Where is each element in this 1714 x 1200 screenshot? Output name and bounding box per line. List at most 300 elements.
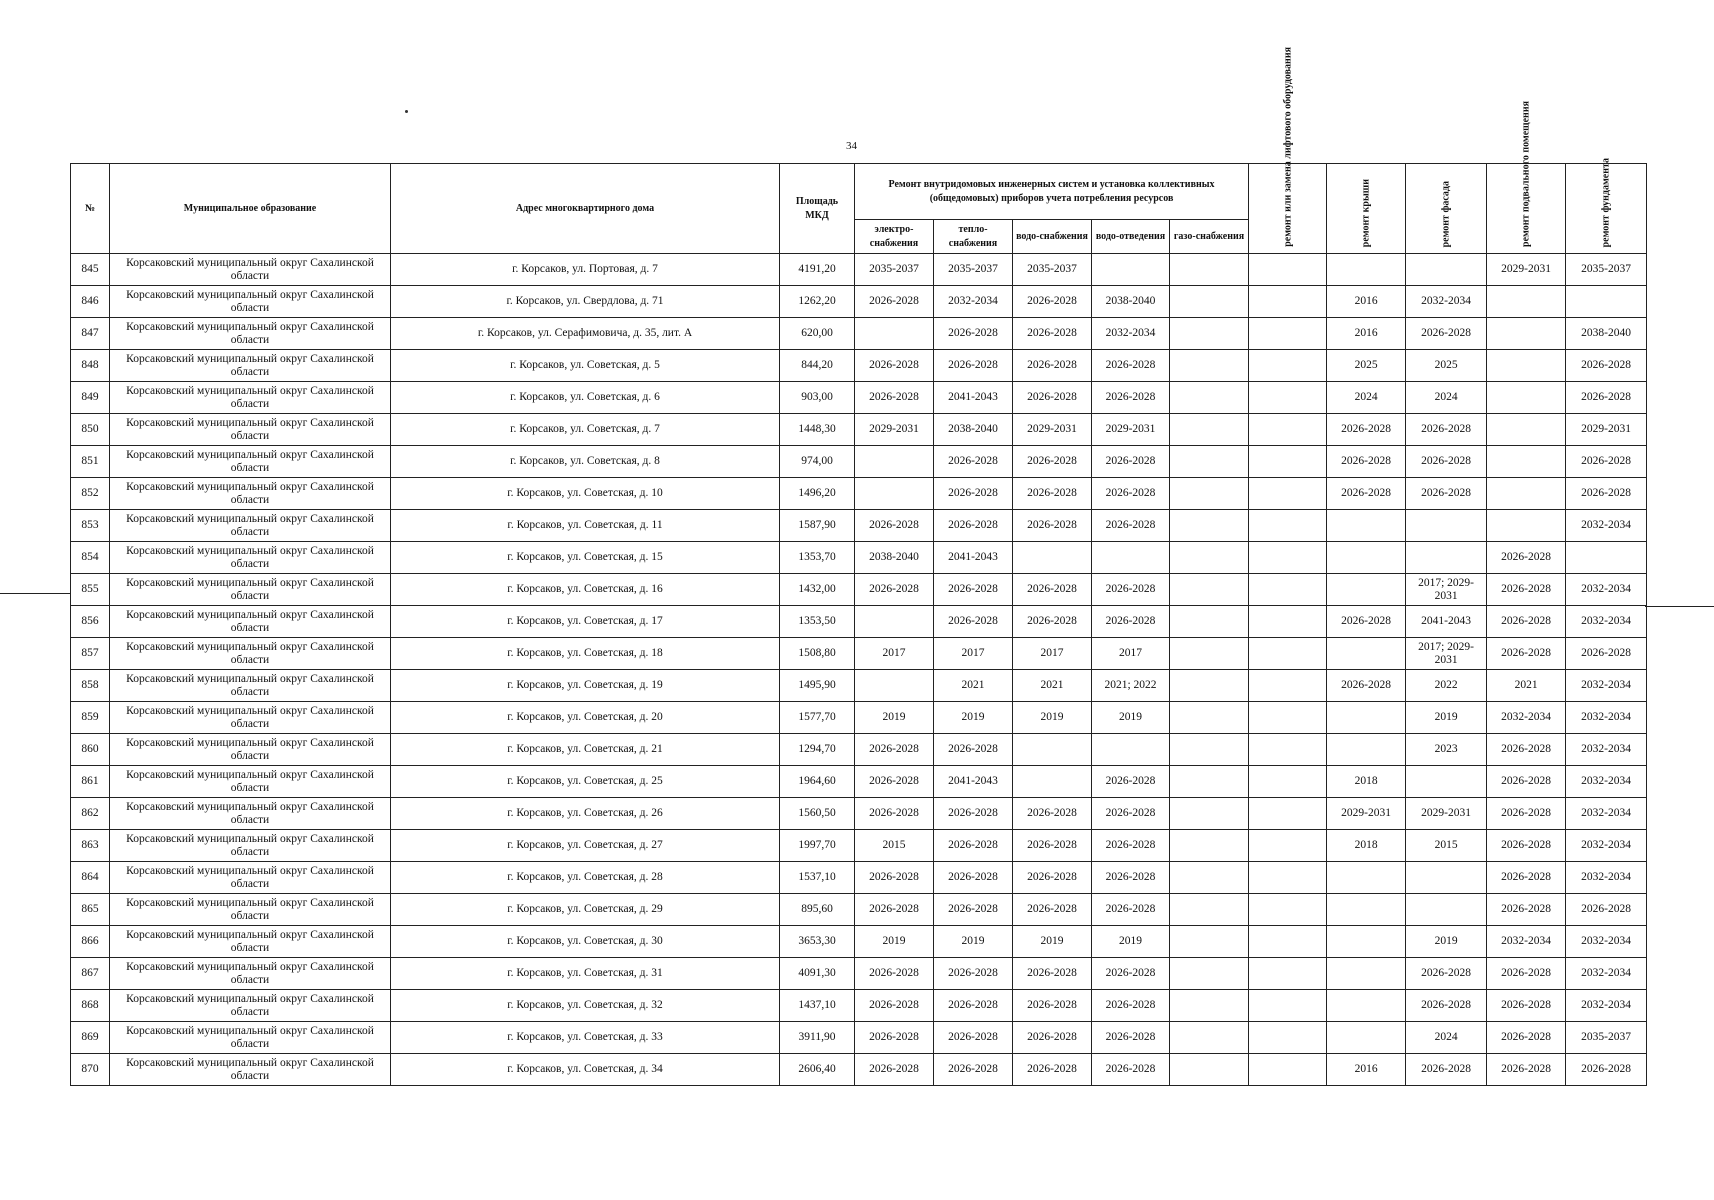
header-basement [1487, 101, 1566, 254]
cell-facade [1406, 862, 1487, 894]
cell-municipality: Корсаковский муниципальный округ Сахалинской области [110, 254, 391, 286]
cell-municipality: Корсаковский муниципальный округ Сахалинской области [110, 926, 391, 958]
cell-basement [1487, 510, 1566, 542]
header-municipality: Муниципальное образование [110, 164, 391, 254]
cell-drainage: 2026-2028 [1092, 830, 1170, 862]
cell-water-supply: 2026-2028 [1013, 958, 1092, 990]
cell-address: г. Корсаков, ул. Свердлова, д. 71 [391, 286, 780, 318]
cell-basement: 2026-2028 [1487, 894, 1566, 926]
cell-municipality: Корсаковский муниципальный округ Сахалинской области [110, 958, 391, 990]
cell-basement: 2026-2028 [1487, 574, 1566, 606]
header-basement-label: ремонт подвального помещения [1520, 101, 1532, 247]
cell-heating: 2035-2037 [934, 254, 1013, 286]
cell-foundation: 2026-2028 [1566, 638, 1647, 670]
cell-facade: 2024 [1406, 1022, 1487, 1054]
cell-address: г. Корсаков, ул. Советская, д. 33 [391, 1022, 780, 1054]
cell-elevator [1249, 318, 1327, 350]
cell-electricity: 2026-2028 [855, 382, 934, 414]
cell-num: 856 [71, 606, 110, 638]
cell-heating: 2026-2028 [934, 350, 1013, 382]
cell-basement: 2029-2031 [1487, 254, 1566, 286]
cell-elevator [1249, 958, 1327, 990]
cell-heating: 2041-2043 [934, 542, 1013, 574]
cell-roof: 2026-2028 [1327, 446, 1406, 478]
cell-basement: 2026-2028 [1487, 990, 1566, 1022]
cell-gas [1170, 318, 1249, 350]
cell-heating: 2041-2043 [934, 766, 1013, 798]
header-roof-label: ремонт крыши [1360, 178, 1372, 247]
cell-address: г. Корсаков, ул. Советская, д. 19 [391, 670, 780, 702]
cell-foundation: 2026-2028 [1566, 894, 1647, 926]
cell-num: 862 [71, 798, 110, 830]
cell-water-supply: 2026-2028 [1013, 606, 1092, 638]
cell-roof: 2018 [1327, 766, 1406, 798]
cell-electricity: 2026-2028 [855, 894, 934, 926]
cell-municipality: Корсаковский муниципальный округ Сахалинской области [110, 830, 391, 862]
cell-facade: 2026-2028 [1406, 446, 1487, 478]
cell-drainage: 2026-2028 [1092, 1022, 1170, 1054]
cell-drainage [1092, 254, 1170, 286]
register-sheet [70, 47, 1645, 1086]
cell-foundation: 2026-2028 [1566, 478, 1647, 510]
header-num: № [71, 164, 110, 254]
cell-drainage: 2017 [1092, 638, 1170, 670]
cell-area: 1577,70 [780, 702, 855, 734]
cell-num: 858 [71, 670, 110, 702]
header-facade [1406, 164, 1487, 254]
cell-foundation: 2026-2028 [1566, 382, 1647, 414]
scan-artifact-line-right [1645, 606, 1714, 607]
cell-elevator [1249, 446, 1327, 478]
cell-elevator [1249, 478, 1327, 510]
cell-address: г. Корсаков, ул. Советская, д. 17 [391, 606, 780, 638]
cell-municipality: Корсаковский муниципальный округ Сахалинской области [110, 670, 391, 702]
cell-facade: 2023 [1406, 734, 1487, 766]
table-row [71, 510, 1647, 542]
cell-facade: 2019 [1406, 926, 1487, 958]
cell-electricity: 2026-2028 [855, 958, 934, 990]
cell-num: 863 [71, 830, 110, 862]
cell-num: 846 [71, 286, 110, 318]
cell-heating: 2026-2028 [934, 862, 1013, 894]
cell-facade: 2026-2028 [1406, 1054, 1487, 1086]
cell-area: 1448,30 [780, 414, 855, 446]
cell-foundation: 2032-2034 [1566, 606, 1647, 638]
cell-municipality: Корсаковский муниципальный округ Сахалинской области [110, 318, 391, 350]
cell-gas [1170, 478, 1249, 510]
cell-water-supply: 2026-2028 [1013, 862, 1092, 894]
cell-elevator [1249, 414, 1327, 446]
cell-foundation: 2038-2040 [1566, 318, 1647, 350]
cell-heating: 2026-2028 [934, 1022, 1013, 1054]
cell-num: 854 [71, 542, 110, 574]
cell-municipality: Корсаковский муниципальный округ Сахалинской области [110, 990, 391, 1022]
cell-foundation: 2035-2037 [1566, 254, 1647, 286]
cell-heating: 2026-2028 [934, 958, 1013, 990]
cell-gas [1170, 510, 1249, 542]
cell-water-supply: 2021 [1013, 670, 1092, 702]
cell-gas [1170, 542, 1249, 574]
cell-facade: 2019 [1406, 702, 1487, 734]
cell-elevator [1249, 574, 1327, 606]
cell-water-supply: 2019 [1013, 702, 1092, 734]
cell-elevator [1249, 638, 1327, 670]
cell-water-supply: 2026-2028 [1013, 1022, 1092, 1054]
cell-area: 1964,60 [780, 766, 855, 798]
cell-gas [1170, 702, 1249, 734]
cell-elevator [1249, 990, 1327, 1022]
cell-area: 1587,90 [780, 510, 855, 542]
cell-roof [1327, 1022, 1406, 1054]
cell-heating: 2026-2028 [934, 510, 1013, 542]
cell-drainage: 2038-2040 [1092, 286, 1170, 318]
cell-area: 1537,10 [780, 862, 855, 894]
cell-num: 868 [71, 990, 110, 1022]
cell-address: г. Корсаков, ул. Советская, д. 28 [391, 862, 780, 894]
cell-municipality: Корсаковский муниципальный округ Сахалинской области [110, 350, 391, 382]
cell-facade [1406, 510, 1487, 542]
cell-num: 848 [71, 350, 110, 382]
cell-water-supply: 2026-2028 [1013, 382, 1092, 414]
cell-basement: 2026-2028 [1487, 638, 1566, 670]
header-systems-group: Ремонт внутридомовых инженерных систем и установка коллективных (общедомовых) приборов учета потребления ресурсов [855, 164, 1249, 220]
table-row [71, 414, 1647, 446]
cell-area: 1560,50 [780, 798, 855, 830]
cell-elevator [1249, 286, 1327, 318]
cell-electricity [855, 670, 934, 702]
header-heating: тепло-снабжения [934, 220, 1013, 254]
cell-num: 860 [71, 734, 110, 766]
cell-drainage: 2026-2028 [1092, 798, 1170, 830]
cell-num: 869 [71, 1022, 110, 1054]
cell-foundation: 2035-2037 [1566, 1022, 1647, 1054]
cell-municipality: Корсаковский муниципальный округ Сахалинской области [110, 382, 391, 414]
table-row [71, 766, 1647, 798]
cell-water-supply: 2026-2028 [1013, 574, 1092, 606]
cell-roof: 2016 [1327, 1054, 1406, 1086]
cell-municipality: Корсаковский муниципальный округ Сахалинской области [110, 574, 391, 606]
cell-gas [1170, 990, 1249, 1022]
cell-heating: 2026-2028 [934, 894, 1013, 926]
cell-roof: 2026-2028 [1327, 414, 1406, 446]
cell-electricity [855, 318, 934, 350]
cell-elevator [1249, 670, 1327, 702]
cell-roof: 2018 [1327, 830, 1406, 862]
cell-heating: 2041-2043 [934, 382, 1013, 414]
cell-municipality: Корсаковский муниципальный округ Сахалинской области [110, 798, 391, 830]
cell-water-supply: 2026-2028 [1013, 446, 1092, 478]
cell-water-supply: 2026-2028 [1013, 318, 1092, 350]
table-row [71, 734, 1647, 766]
cell-drainage: 2026-2028 [1092, 574, 1170, 606]
header-address: Адрес многоквартирного дома [391, 164, 780, 254]
cell-gas [1170, 350, 1249, 382]
cell-roof [1327, 542, 1406, 574]
cell-electricity: 2015 [855, 830, 934, 862]
cell-facade [1406, 254, 1487, 286]
cell-basement [1487, 382, 1566, 414]
cell-address: г. Корсаков, ул. Советская, д. 29 [391, 894, 780, 926]
cell-drainage: 2026-2028 [1092, 766, 1170, 798]
cell-water-supply: 2026-2028 [1013, 350, 1092, 382]
cell-gas [1170, 926, 1249, 958]
cell-num: 849 [71, 382, 110, 414]
cell-water-supply: 2026-2028 [1013, 1054, 1092, 1086]
cell-elevator [1249, 382, 1327, 414]
cell-drainage: 2019 [1092, 702, 1170, 734]
cell-num: 850 [71, 414, 110, 446]
cell-roof [1327, 862, 1406, 894]
cell-water-supply: 2026-2028 [1013, 798, 1092, 830]
cell-elevator [1249, 926, 1327, 958]
cell-num: 866 [71, 926, 110, 958]
cell-address: г. Корсаков, ул. Серафимовича, д. 35, лит. А [391, 318, 780, 350]
cell-address: г. Корсаков, ул. Советская, д. 6 [391, 382, 780, 414]
cell-roof [1327, 990, 1406, 1022]
cell-num: 852 [71, 478, 110, 510]
cell-num: 853 [71, 510, 110, 542]
table-row [71, 318, 1647, 350]
header-foundation [1566, 157, 1647, 254]
cell-roof [1327, 254, 1406, 286]
cell-drainage: 2026-2028 [1092, 350, 1170, 382]
table-row [71, 926, 1647, 958]
cell-heating: 2026-2028 [934, 446, 1013, 478]
table-row [71, 1022, 1647, 1054]
cell-elevator [1249, 254, 1327, 286]
cell-num: 851 [71, 446, 110, 478]
cell-electricity: 2026-2028 [855, 350, 934, 382]
cell-municipality: Корсаковский муниципальный округ Сахалинской области [110, 766, 391, 798]
cell-water-supply: 2026-2028 [1013, 510, 1092, 542]
cell-basement: 2026-2028 [1487, 1054, 1566, 1086]
cell-gas [1170, 734, 1249, 766]
cell-elevator [1249, 350, 1327, 382]
cell-gas [1170, 574, 1249, 606]
cell-basement: 2032-2034 [1487, 926, 1566, 958]
cell-address: г. Корсаков, ул. Советская, д. 32 [391, 990, 780, 1022]
cell-heating: 2026-2028 [934, 606, 1013, 638]
cell-water-supply: 2017 [1013, 638, 1092, 670]
cell-drainage: 2026-2028 [1092, 1054, 1170, 1086]
cell-gas [1170, 606, 1249, 638]
cell-area: 1294,70 [780, 734, 855, 766]
cell-num: 861 [71, 766, 110, 798]
cell-facade: 2017; 2029-2031 [1406, 574, 1487, 606]
cell-electricity: 2026-2028 [855, 286, 934, 318]
cell-water-supply: 2026-2028 [1013, 894, 1092, 926]
cell-num: 867 [71, 958, 110, 990]
cell-elevator [1249, 798, 1327, 830]
cell-foundation: 2032-2034 [1566, 990, 1647, 1022]
cell-basement: 2026-2028 [1487, 958, 1566, 990]
header-elevator-label: ремонт или замена лифтового оборудования [1282, 47, 1294, 247]
cell-address: г. Корсаков, ул. Советская, д. 16 [391, 574, 780, 606]
cell-facade: 2024 [1406, 382, 1487, 414]
cell-address: г. Корсаков, ул. Советская, д. 27 [391, 830, 780, 862]
cell-water-supply: 2029-2031 [1013, 414, 1092, 446]
cell-area: 1495,90 [780, 670, 855, 702]
cell-num: 845 [71, 254, 110, 286]
table-row [71, 286, 1647, 318]
cell-basement: 2026-2028 [1487, 830, 1566, 862]
cell-drainage: 2019 [1092, 926, 1170, 958]
cell-roof: 2024 [1327, 382, 1406, 414]
cell-foundation: 2032-2034 [1566, 702, 1647, 734]
cell-area: 3911,90 [780, 1022, 855, 1054]
cell-electricity: 2026-2028 [855, 574, 934, 606]
cell-address: г. Корсаков, ул. Портовая, д. 7 [391, 254, 780, 286]
cell-drainage: 2032-2034 [1092, 318, 1170, 350]
page-number: 34 [846, 140, 857, 152]
cell-water-supply: 2026-2028 [1013, 990, 1092, 1022]
cell-municipality: Корсаковский муниципальный округ Сахалинской области [110, 542, 391, 574]
cell-electricity [855, 446, 934, 478]
cell-municipality: Корсаковский муниципальный округ Сахалинской области [110, 446, 391, 478]
cell-address: г. Корсаков, ул. Советская, д. 25 [391, 766, 780, 798]
cell-gas [1170, 894, 1249, 926]
table-row [71, 606, 1647, 638]
cell-gas [1170, 798, 1249, 830]
cell-water-supply: 2026-2028 [1013, 830, 1092, 862]
cell-municipality: Корсаковский муниципальный округ Сахалинской области [110, 638, 391, 670]
cell-gas [1170, 446, 1249, 478]
cell-municipality: Корсаковский муниципальный округ Сахалинской области [110, 414, 391, 446]
header-facade-label: ремонт фасада [1440, 180, 1452, 247]
cell-electricity: 2026-2028 [855, 734, 934, 766]
cell-facade: 2026-2028 [1406, 478, 1487, 510]
cell-roof [1327, 926, 1406, 958]
cell-drainage: 2026-2028 [1092, 382, 1170, 414]
table-row [71, 254, 1647, 286]
cell-municipality: Корсаковский муниципальный округ Сахалинской области [110, 510, 391, 542]
cell-basement [1487, 286, 1566, 318]
cell-basement [1487, 350, 1566, 382]
cell-area: 2606,40 [780, 1054, 855, 1086]
cell-elevator [1249, 734, 1327, 766]
cell-heating: 2026-2028 [934, 990, 1013, 1022]
cell-roof [1327, 510, 1406, 542]
cell-municipality: Корсаковский муниципальный округ Сахалинской области [110, 478, 391, 510]
repair-schedule-table [70, 47, 1647, 1086]
cell-gas [1170, 766, 1249, 798]
header-elevator [1249, 47, 1327, 254]
cell-area: 903,00 [780, 382, 855, 414]
cell-municipality: Корсаковский муниципальный округ Сахалинской области [110, 894, 391, 926]
cell-heating: 2026-2028 [934, 798, 1013, 830]
cell-num: 864 [71, 862, 110, 894]
header-electricity: электро-снабжения [855, 220, 934, 254]
cell-drainage: 2026-2028 [1092, 990, 1170, 1022]
cell-num: 857 [71, 638, 110, 670]
cell-heating: 2026-2028 [934, 318, 1013, 350]
cell-elevator [1249, 1054, 1327, 1086]
cell-gas [1170, 862, 1249, 894]
header-area: Площадь МКД [780, 164, 855, 254]
cell-foundation: 2026-2028 [1566, 350, 1647, 382]
cell-roof [1327, 894, 1406, 926]
cell-roof: 2029-2031 [1327, 798, 1406, 830]
cell-address: г. Корсаков, ул. Советская, д. 31 [391, 958, 780, 990]
cell-municipality: Корсаковский муниципальный округ Сахалинской области [110, 1054, 391, 1086]
cell-area: 1437,10 [780, 990, 855, 1022]
cell-elevator [1249, 606, 1327, 638]
cell-electricity: 2019 [855, 926, 934, 958]
cell-area: 1496,20 [780, 478, 855, 510]
cell-num: 865 [71, 894, 110, 926]
cell-foundation: 2026-2028 [1566, 1054, 1647, 1086]
cell-drainage: 2021; 2022 [1092, 670, 1170, 702]
cell-basement: 2026-2028 [1487, 798, 1566, 830]
cell-heating: 2026-2028 [934, 1054, 1013, 1086]
cell-address: г. Корсаков, ул. Советская, д. 26 [391, 798, 780, 830]
cell-roof [1327, 958, 1406, 990]
cell-foundation: 2032-2034 [1566, 734, 1647, 766]
cell-foundation: 2032-2034 [1566, 798, 1647, 830]
cell-roof [1327, 734, 1406, 766]
table-row [71, 702, 1647, 734]
cell-basement: 2021 [1487, 670, 1566, 702]
cell-foundation: 2032-2034 [1566, 830, 1647, 862]
cell-elevator [1249, 766, 1327, 798]
cell-foundation: 2032-2034 [1566, 574, 1647, 606]
cell-municipality: Корсаковский муниципальный округ Сахалинской области [110, 862, 391, 894]
table-row [71, 446, 1647, 478]
cell-drainage [1092, 734, 1170, 766]
cell-heating: 2026-2028 [934, 478, 1013, 510]
cell-facade: 2026-2028 [1406, 318, 1487, 350]
cell-water-supply [1013, 734, 1092, 766]
cell-gas [1170, 830, 1249, 862]
cell-drainage: 2026-2028 [1092, 606, 1170, 638]
cell-address: г. Корсаков, ул. Советская, д. 10 [391, 478, 780, 510]
cell-heating: 2032-2034 [934, 286, 1013, 318]
header-foundation-label: ремонт фундамента [1600, 157, 1612, 247]
cell-electricity: 2026-2028 [855, 766, 934, 798]
cell-electricity: 2026-2028 [855, 1054, 934, 1086]
cell-foundation: 2032-2034 [1566, 766, 1647, 798]
cell-basement [1487, 414, 1566, 446]
cell-electricity: 2019 [855, 702, 934, 734]
table-body [71, 254, 1647, 1086]
table-row [71, 350, 1647, 382]
cell-roof [1327, 702, 1406, 734]
table-row [71, 862, 1647, 894]
cell-area: 895,60 [780, 894, 855, 926]
cell-electricity: 2017 [855, 638, 934, 670]
cell-gas [1170, 958, 1249, 990]
cell-roof [1327, 638, 1406, 670]
cell-electricity: 2026-2028 [855, 510, 934, 542]
table-row [71, 798, 1647, 830]
cell-basement: 2026-2028 [1487, 766, 1566, 798]
cell-area: 4091,30 [780, 958, 855, 990]
cell-water-supply [1013, 542, 1092, 574]
cell-facade: 2026-2028 [1406, 414, 1487, 446]
cell-basement [1487, 478, 1566, 510]
cell-num: 847 [71, 318, 110, 350]
cell-electricity: 2029-2031 [855, 414, 934, 446]
cell-foundation: 2032-2034 [1566, 926, 1647, 958]
header-gas: газо-снабжения [1170, 220, 1249, 254]
cell-area: 1997,70 [780, 830, 855, 862]
cell-address: г. Корсаков, ул. Советская, д. 7 [391, 414, 780, 446]
cell-basement: 2032-2034 [1487, 702, 1566, 734]
cell-basement: 2026-2028 [1487, 606, 1566, 638]
cell-heating: 2019 [934, 702, 1013, 734]
cell-drainage: 2026-2028 [1092, 894, 1170, 926]
cell-foundation: 2032-2034 [1566, 670, 1647, 702]
